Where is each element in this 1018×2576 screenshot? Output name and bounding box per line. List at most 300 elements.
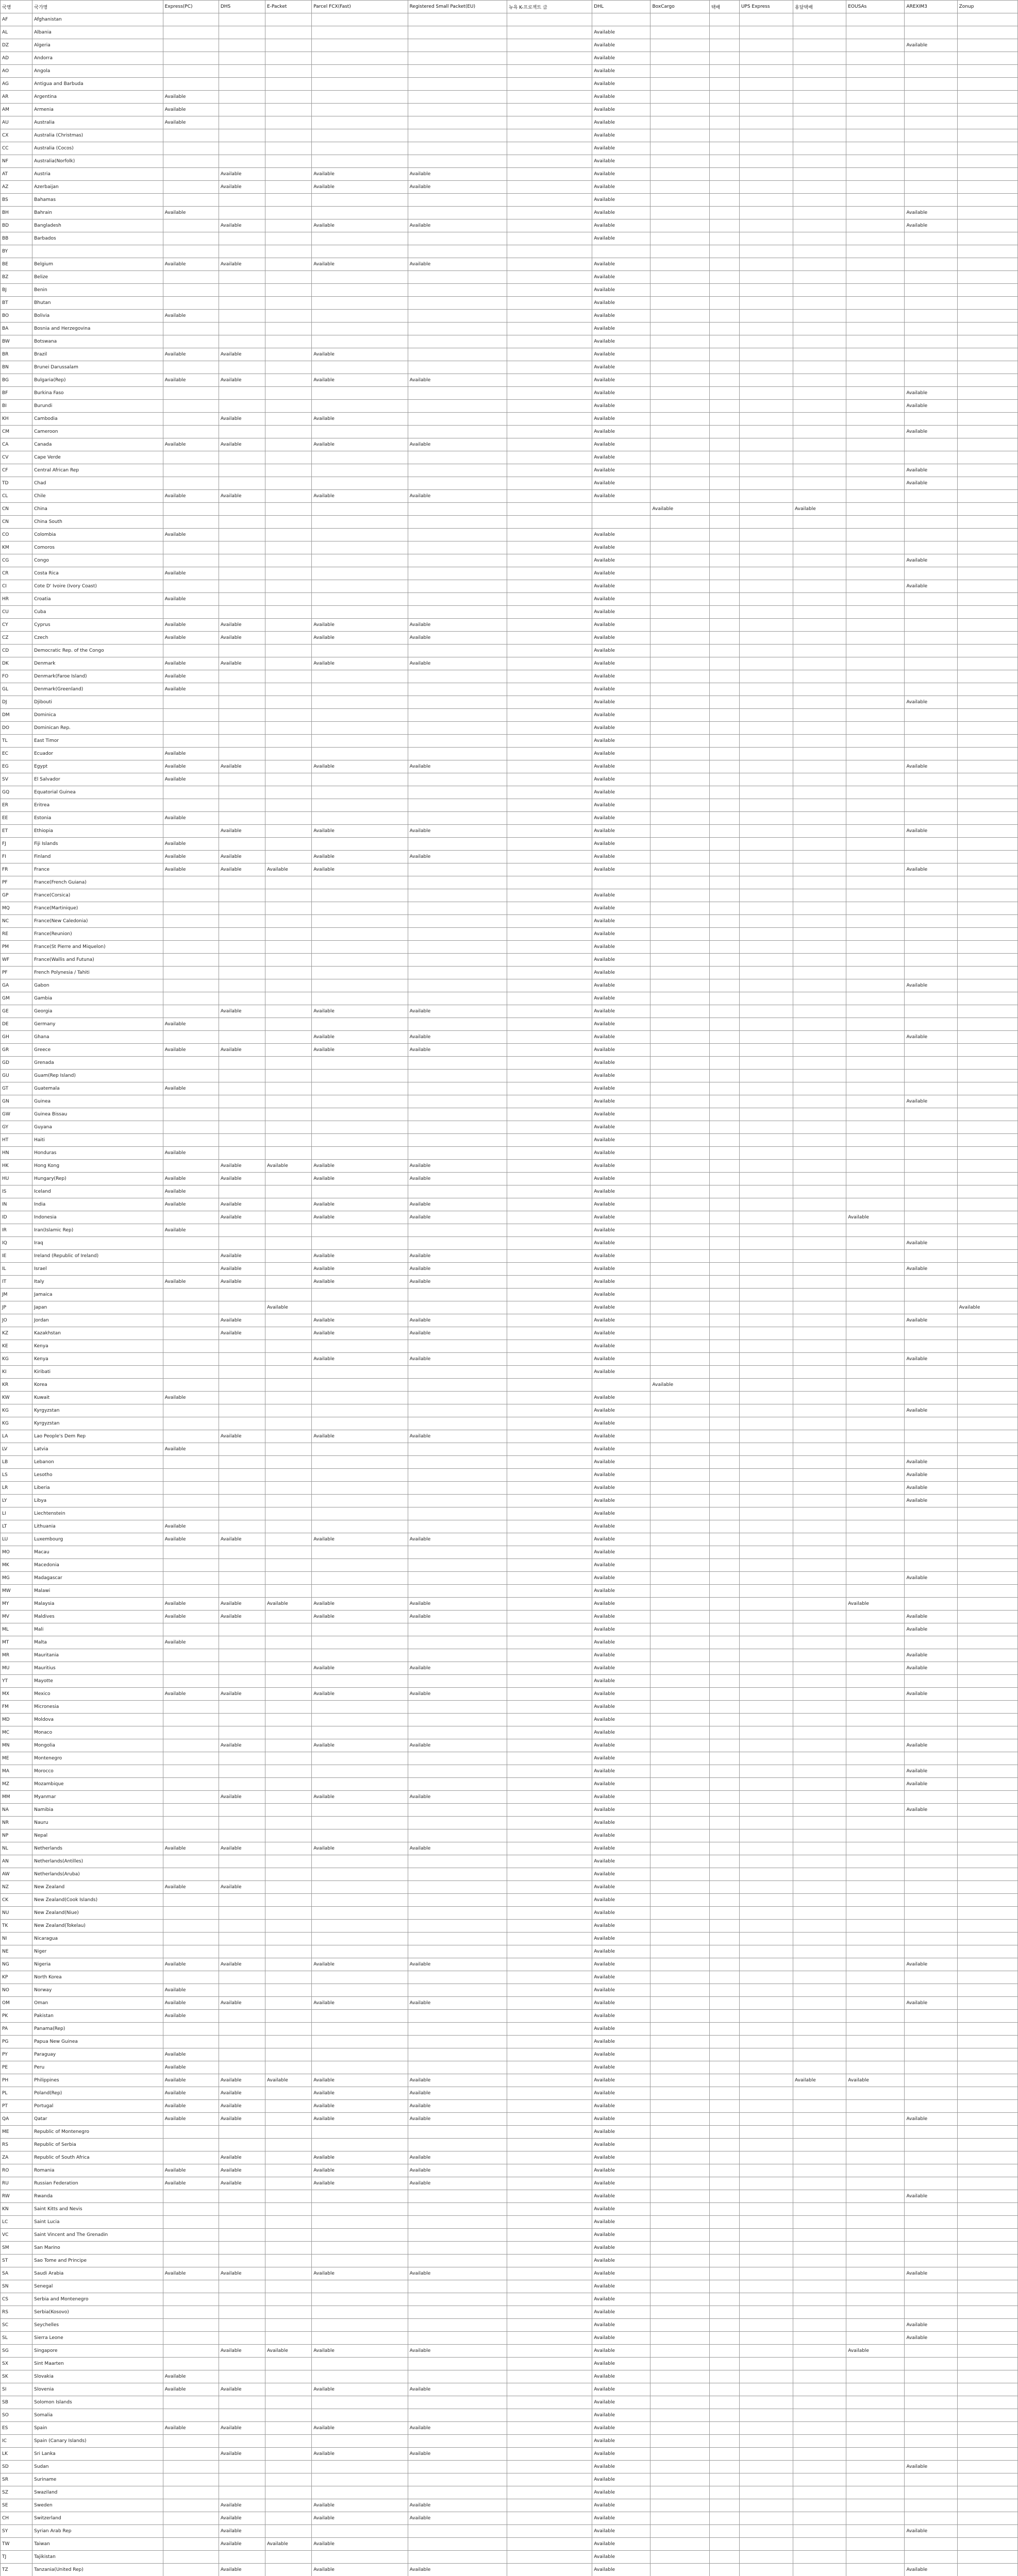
availability-cell — [650, 1301, 709, 1314]
availability-cell: Available — [592, 1301, 650, 1314]
availability-cell — [650, 232, 709, 245]
country-code-cell: GA — [1, 979, 32, 992]
availability-cell — [739, 2074, 793, 2087]
availability-cell — [709, 258, 739, 271]
availability-cell: Available — [905, 219, 957, 232]
country-code-cell: MA — [1, 1765, 32, 1778]
availability-cell — [163, 1623, 219, 1636]
availability-cell — [219, 1057, 265, 1070]
availability-cell: Available — [905, 400, 957, 413]
availability-cell — [709, 1984, 739, 1997]
availability-cell — [905, 1340, 957, 1353]
table-row — [1, 413, 1018, 426]
availability-cell — [739, 786, 793, 799]
availability-cell — [507, 1392, 592, 1404]
availability-cell — [312, 580, 408, 593]
availability-cell: Available — [592, 2461, 650, 2473]
availability-cell — [408, 1404, 507, 1417]
availability-cell: Available — [408, 2113, 507, 2126]
availability-cell — [650, 1533, 709, 1546]
availability-cell — [219, 773, 265, 786]
availability-cell — [265, 825, 312, 838]
availability-cell — [650, 992, 709, 1005]
availability-cell — [739, 2048, 793, 2061]
availability-cell — [957, 1752, 1017, 1765]
availability-cell — [312, 1933, 408, 1945]
availability-cell: Available — [408, 1250, 507, 1263]
table-row — [1, 1598, 1018, 1611]
availability-cell — [650, 967, 709, 979]
availability-cell — [739, 1855, 793, 1868]
availability-cell: Available — [592, 297, 650, 310]
availability-cell: Available — [905, 1263, 957, 1276]
country-code-cell: TZ — [1, 2564, 32, 2576]
country-code-cell: PG — [1, 2036, 32, 2048]
availability-cell: Available — [592, 1018, 650, 1031]
availability-cell: Available — [408, 1160, 507, 1173]
table-row — [1, 1417, 1018, 1430]
availability-cell — [793, 1044, 846, 1057]
country-name-cell: Kuwait — [32, 1392, 163, 1404]
availability-cell — [957, 1765, 1017, 1778]
availability-cell — [957, 26, 1017, 39]
availability-cell — [408, 516, 507, 529]
availability-cell — [957, 889, 1017, 902]
availability-cell — [265, 580, 312, 593]
availability-cell — [739, 451, 793, 464]
availability-cell — [650, 361, 709, 374]
availability-cell — [219, 271, 265, 284]
availability-cell: Available — [592, 155, 650, 168]
availability-cell — [650, 374, 709, 387]
availability-cell — [507, 2061, 592, 2074]
availability-cell — [265, 979, 312, 992]
availability-cell: Available — [219, 657, 265, 670]
table-row — [1, 2087, 1018, 2100]
availability-cell — [793, 426, 846, 438]
availability-cell — [219, 2461, 265, 2473]
availability-cell — [219, 284, 265, 297]
availability-cell — [846, 876, 905, 889]
availability-cell — [265, 773, 312, 786]
availability-cell — [739, 2525, 793, 2538]
availability-cell: Available — [408, 2512, 507, 2525]
availability-cell: Available — [650, 503, 709, 516]
country-name-cell: Cyprus — [32, 619, 163, 632]
availability-cell — [957, 606, 1017, 619]
availability-cell — [265, 812, 312, 825]
availability-cell — [709, 954, 739, 967]
availability-cell — [709, 2242, 739, 2255]
availability-cell — [709, 1392, 739, 1404]
availability-cell — [793, 258, 846, 271]
availability-cell — [265, 1263, 312, 1276]
country-code-cell: GU — [1, 1070, 32, 1082]
availability-cell — [312, 593, 408, 606]
availability-cell — [793, 529, 846, 541]
availability-cell — [219, 464, 265, 477]
availability-cell — [265, 1829, 312, 1842]
availability-cell: Available — [219, 374, 265, 387]
country-code-cell: KN — [1, 2203, 32, 2216]
availability-cell — [846, 928, 905, 941]
availability-cell: Available — [957, 1301, 1017, 1314]
table-row — [1, 2126, 1018, 2139]
availability-cell — [793, 1778, 846, 1791]
availability-cell — [957, 1379, 1017, 1392]
availability-cell — [957, 1701, 1017, 1714]
availability-cell — [163, 2396, 219, 2409]
availability-cell — [957, 1546, 1017, 1559]
availability-cell — [957, 580, 1017, 593]
availability-cell: Available — [592, 232, 650, 245]
country-code-cell: CN — [1, 516, 32, 529]
availability-cell — [905, 13, 957, 26]
availability-cell: Available — [408, 168, 507, 181]
availability-cell — [163, 889, 219, 902]
availability-cell — [957, 1611, 1017, 1623]
availability-cell — [905, 915, 957, 928]
availability-cell — [265, 258, 312, 271]
country-name-cell: Suriname — [32, 2473, 163, 2486]
availability-cell — [709, 2448, 739, 2461]
availability-cell — [507, 2293, 592, 2306]
country-code-cell: PK — [1, 2010, 32, 2023]
availability-cell — [265, 735, 312, 748]
country-name-cell: Australia(Norfolk) — [32, 155, 163, 168]
availability-cell: Available — [846, 1598, 905, 1611]
availability-cell — [507, 619, 592, 632]
availability-cell — [650, 1456, 709, 1469]
availability-cell: Available — [163, 91, 219, 104]
availability-cell — [709, 232, 739, 245]
availability-cell — [846, 2332, 905, 2345]
availability-cell: Available — [592, 1198, 650, 1211]
availability-cell — [793, 2010, 846, 2023]
availability-cell — [957, 1147, 1017, 1160]
availability-cell — [219, 232, 265, 245]
availability-cell — [739, 1301, 793, 1314]
availability-cell — [793, 1829, 846, 1842]
availability-cell — [650, 541, 709, 554]
country-code-cell: KG — [1, 1404, 32, 1417]
availability-cell — [739, 2409, 793, 2422]
availability-cell — [507, 2074, 592, 2087]
table-row — [1, 2332, 1018, 2345]
availability-cell — [709, 1945, 739, 1958]
availability-cell: Available — [163, 1198, 219, 1211]
availability-cell — [957, 1572, 1017, 1585]
availability-cell — [219, 2036, 265, 2048]
availability-cell — [957, 1070, 1017, 1082]
availability-cell: Available — [408, 2151, 507, 2164]
availability-cell — [507, 297, 592, 310]
availability-cell — [957, 1044, 1017, 1057]
availability-cell — [507, 400, 592, 413]
availability-cell — [793, 1340, 846, 1353]
availability-cell: Available — [905, 1095, 957, 1108]
availability-cell — [793, 1108, 846, 1121]
table-row — [1, 735, 1018, 748]
availability-cell — [739, 1095, 793, 1108]
availability-cell: Available — [905, 464, 957, 477]
column-header: Express(PC) — [163, 1, 219, 13]
availability-cell — [739, 580, 793, 593]
availability-cell — [846, 374, 905, 387]
availability-cell — [163, 1920, 219, 1933]
country-code-cell: NG — [1, 1958, 32, 1971]
availability-cell — [650, 1392, 709, 1404]
table-row — [1, 1688, 1018, 1701]
availability-cell — [846, 426, 905, 438]
availability-cell — [650, 413, 709, 426]
availability-cell: Available — [219, 1881, 265, 1894]
availability-cell — [507, 1482, 592, 1495]
availability-cell — [650, 1082, 709, 1095]
availability-cell — [957, 2319, 1017, 2332]
availability-cell — [163, 1095, 219, 1108]
availability-cell: Available — [219, 1791, 265, 1804]
availability-cell — [905, 361, 957, 374]
availability-cell — [846, 889, 905, 902]
availability-cell — [312, 1829, 408, 1842]
availability-cell — [709, 1134, 739, 1147]
availability-cell — [650, 2461, 709, 2473]
availability-cell — [709, 2293, 739, 2306]
availability-cell — [312, 1224, 408, 1237]
country-code-cell: PH — [1, 2074, 32, 2087]
availability-cell — [650, 142, 709, 155]
availability-cell — [846, 902, 905, 915]
availability-cell — [739, 838, 793, 851]
availability-cell — [739, 2267, 793, 2280]
availability-cell — [312, 310, 408, 323]
country-code-cell: MT — [1, 1636, 32, 1649]
availability-cell — [408, 1301, 507, 1314]
table-row — [1, 2525, 1018, 2538]
availability-cell — [739, 2538, 793, 2551]
availability-cell: Available — [592, 735, 650, 748]
availability-cell — [312, 155, 408, 168]
availability-cell — [265, 722, 312, 735]
availability-cell — [507, 1044, 592, 1057]
availability-cell — [219, 400, 265, 413]
availability-cell — [507, 1147, 592, 1160]
country-name-cell: Australia (Cocos) — [32, 142, 163, 155]
availability-cell — [163, 2242, 219, 2255]
availability-cell — [846, 2293, 905, 2306]
availability-cell: Available — [592, 1585, 650, 1598]
availability-cell — [219, 1662, 265, 1675]
availability-cell — [793, 1031, 846, 1044]
availability-cell — [163, 245, 219, 258]
availability-cell — [957, 1276, 1017, 1289]
table-row — [1, 2448, 1018, 2461]
availability-cell — [846, 2229, 905, 2242]
availability-cell — [905, 65, 957, 78]
availability-cell — [163, 1469, 219, 1482]
table-row — [1, 91, 1018, 104]
availability-cell — [265, 2473, 312, 2486]
availability-cell — [793, 361, 846, 374]
availability-cell: Available — [592, 258, 650, 271]
availability-cell — [163, 1211, 219, 1224]
country-name-cell: Spain — [32, 2422, 163, 2435]
availability-cell — [957, 2538, 1017, 2551]
availability-cell — [408, 323, 507, 335]
availability-cell — [957, 13, 1017, 26]
availability-cell — [739, 2242, 793, 2255]
availability-cell — [265, 838, 312, 851]
availability-cell — [650, 490, 709, 503]
availability-cell — [219, 529, 265, 541]
availability-cell — [793, 2048, 846, 2061]
country-code-cell: BJ — [1, 284, 32, 297]
availability-cell — [957, 851, 1017, 863]
country-code-cell: ID — [1, 1211, 32, 1224]
availability-cell — [219, 2409, 265, 2422]
availability-cell: Available — [163, 2100, 219, 2113]
table-row — [1, 554, 1018, 567]
country-name-cell: Kenya — [32, 1340, 163, 1353]
availability-cell — [265, 1817, 312, 1829]
availability-cell — [650, 812, 709, 825]
availability-cell — [650, 2010, 709, 2023]
table-row — [1, 1894, 1018, 1907]
availability-cell — [219, 116, 265, 129]
availability-cell: Available — [163, 773, 219, 786]
availability-cell: Available — [592, 1636, 650, 1649]
availability-cell: Available — [163, 748, 219, 760]
availability-cell: Available — [219, 1198, 265, 1211]
availability-cell — [905, 335, 957, 348]
availability-cell — [793, 1907, 846, 1920]
availability-cell — [709, 2126, 739, 2139]
country-name-cell: Australia — [32, 116, 163, 129]
availability-cell — [650, 2216, 709, 2229]
availability-cell — [650, 1185, 709, 1198]
availability-cell — [846, 657, 905, 670]
availability-cell: Available — [592, 1417, 650, 1430]
availability-cell — [709, 1933, 739, 1945]
availability-cell — [739, 1842, 793, 1855]
availability-cell — [650, 1868, 709, 1881]
availability-cell — [846, 2383, 905, 2396]
availability-cell — [793, 851, 846, 863]
availability-cell — [312, 13, 408, 26]
availability-cell — [408, 2396, 507, 2409]
availability-cell — [312, 979, 408, 992]
country-name-cell: Syrian Arab Rep — [32, 2525, 163, 2538]
availability-cell — [219, 1185, 265, 1198]
availability-cell — [265, 374, 312, 387]
availability-cell — [846, 413, 905, 426]
availability-cell — [265, 1804, 312, 1817]
availability-cell — [957, 735, 1017, 748]
availability-cell: Available — [592, 786, 650, 799]
availability-cell — [739, 52, 793, 65]
availability-cell — [793, 1404, 846, 1417]
availability-cell — [957, 1160, 1017, 1173]
country-name-cell: Egypt — [32, 760, 163, 773]
availability-cell — [408, 413, 507, 426]
availability-cell — [793, 735, 846, 748]
availability-cell: Available — [592, 1237, 650, 1250]
table-row — [1, 2190, 1018, 2203]
availability-cell — [739, 1070, 793, 1082]
availability-cell — [846, 1778, 905, 1791]
availability-cell — [163, 1559, 219, 1572]
availability-cell — [793, 773, 846, 786]
availability-cell: Available — [219, 348, 265, 361]
availability-cell: Available — [592, 2126, 650, 2139]
availability-cell — [507, 2126, 592, 2139]
availability-cell — [650, 426, 709, 438]
availability-cell — [846, 26, 905, 39]
availability-cell — [650, 735, 709, 748]
availability-cell: Available — [592, 825, 650, 838]
availability-cell — [312, 1881, 408, 1894]
availability-cell: Available — [408, 2177, 507, 2190]
availability-cell — [709, 78, 739, 91]
table-row — [1, 1070, 1018, 1082]
availability-cell — [650, 1958, 709, 1971]
availability-cell: Available — [592, 104, 650, 116]
availability-cell — [163, 1417, 219, 1430]
availability-cell — [219, 1649, 265, 1662]
country-code-cell: SD — [1, 2461, 32, 2473]
availability-cell — [793, 2164, 846, 2177]
table-row — [1, 348, 1018, 361]
availability-cell — [905, 1907, 957, 1920]
availability-cell — [650, 941, 709, 954]
availability-cell — [905, 1082, 957, 1095]
availability-cell — [507, 1907, 592, 1920]
availability-cell — [709, 413, 739, 426]
availability-cell — [739, 2203, 793, 2216]
availability-cell — [957, 2151, 1017, 2164]
availability-cell: Available — [408, 1044, 507, 1057]
availability-cell: Available — [592, 1971, 650, 1984]
availability-cell — [846, 2203, 905, 2216]
availability-cell — [408, 91, 507, 104]
table-row — [1, 889, 1018, 902]
availability-cell — [312, 503, 408, 516]
availability-cell — [905, 168, 957, 181]
column-header: DHS — [219, 1, 265, 13]
availability-cell — [846, 310, 905, 323]
availability-cell — [219, 1379, 265, 1392]
availability-cell — [846, 361, 905, 374]
availability-cell — [312, 786, 408, 799]
country-code-cell: AD — [1, 52, 32, 65]
availability-cell — [408, 1623, 507, 1636]
availability-cell — [846, 1108, 905, 1121]
availability-cell — [905, 2306, 957, 2319]
table-row — [1, 1572, 1018, 1585]
availability-cell — [739, 2551, 793, 2564]
availability-cell — [408, 1868, 507, 1881]
availability-cell: Available — [592, 529, 650, 541]
availability-cell — [408, 1714, 507, 1726]
availability-cell: Available — [592, 979, 650, 992]
availability-cell — [957, 1817, 1017, 1829]
availability-cell: Available — [592, 2396, 650, 2409]
availability-cell — [957, 1920, 1017, 1933]
availability-cell: Available — [163, 1173, 219, 1185]
availability-cell — [265, 1572, 312, 1585]
availability-cell — [905, 1134, 957, 1147]
